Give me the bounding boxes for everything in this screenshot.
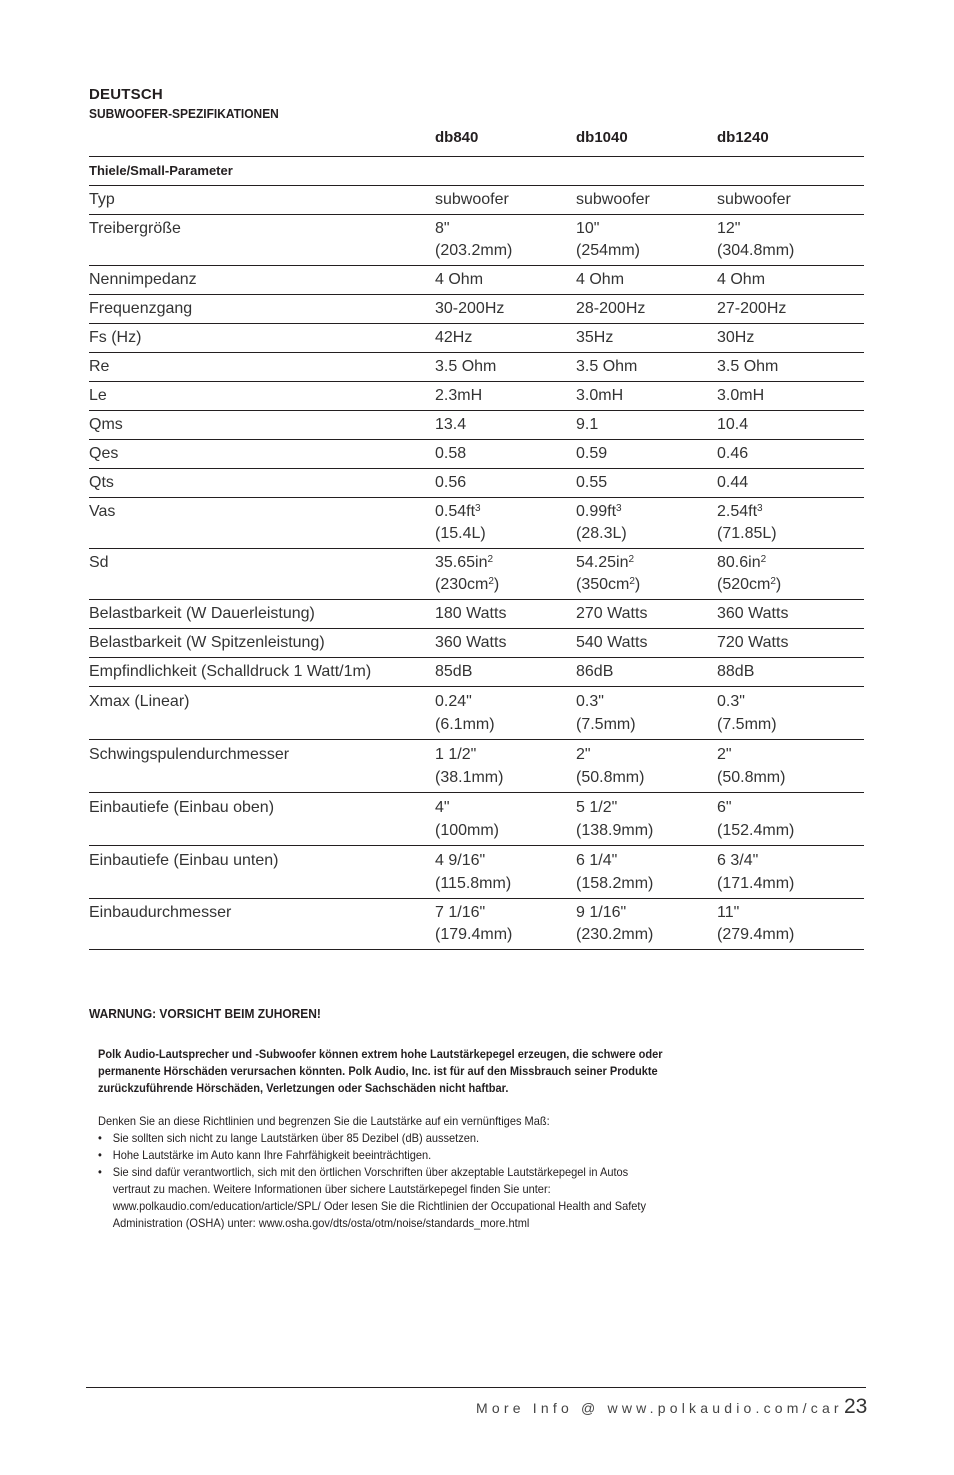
table-row bbox=[89, 266, 864, 295]
value-cell bbox=[717, 215, 864, 266]
value-cell bbox=[717, 295, 864, 324]
warning-bold-text: Polk Audio-Lautsprecher und -Subwoofer können extrem hohe Lautstärkepegel erzeugen, die schwere oder permanente Hörschäden verursachen könnten. Polk Audio, Inc. ist für auf den Missbrauch seiner Produkte zurückzuführende Hörschäden, Verletzungen oder Sachschäden nicht haftbar. bbox=[98, 1047, 663, 1095]
value-line bbox=[576, 523, 717, 545]
value-text: 6 1/4" bbox=[576, 852, 618, 869]
value-line bbox=[435, 552, 576, 574]
value-cell bbox=[435, 440, 576, 469]
table-section-row bbox=[89, 157, 864, 186]
superscript: 2 bbox=[760, 554, 767, 565]
value-text: (71.85L) bbox=[717, 525, 777, 542]
value-line bbox=[576, 552, 717, 574]
value-text: 180 Watts bbox=[435, 605, 507, 622]
value-text: 2.54ft bbox=[717, 503, 758, 520]
table-row bbox=[89, 324, 864, 353]
superscript: 2 bbox=[487, 554, 494, 565]
value-text: subwoofer bbox=[576, 191, 650, 208]
row-label: Nennimpedanz bbox=[89, 266, 435, 295]
value-text: (6.1mm) bbox=[435, 716, 495, 733]
table-row bbox=[89, 498, 864, 549]
value-text: (100mm) bbox=[435, 822, 500, 839]
value-text: 80.6in bbox=[717, 554, 761, 571]
value-text: 360 Watts bbox=[717, 605, 789, 622]
value-cell bbox=[717, 266, 864, 295]
table-row bbox=[89, 411, 864, 440]
row-label: Schwingspulendurchmesser bbox=[89, 740, 435, 793]
value-line bbox=[717, 523, 864, 545]
header-cell-db840: db840 bbox=[435, 124, 576, 157]
value-cell bbox=[717, 324, 864, 353]
value-text: 3.5 Ohm bbox=[717, 358, 779, 375]
value-line bbox=[435, 501, 576, 523]
value-text: 4 Ohm bbox=[435, 271, 484, 288]
row-label: Le bbox=[89, 382, 435, 411]
value-text: 30-200Hz bbox=[435, 300, 505, 317]
value-cell bbox=[435, 266, 576, 295]
value-cell bbox=[435, 324, 576, 353]
value-text: 0.54ft bbox=[435, 503, 476, 520]
language-heading: DEUTSCH bbox=[89, 86, 163, 103]
warning-body bbox=[98, 1113, 668, 1232]
value-text: 0.3" bbox=[717, 693, 745, 710]
value-text: 4" bbox=[435, 799, 450, 816]
value-cell bbox=[576, 793, 717, 846]
value-text: 8" bbox=[435, 220, 450, 237]
table-row bbox=[89, 740, 864, 793]
value-text: 0.55 bbox=[576, 474, 608, 491]
header-cell-db1240: db1240 bbox=[717, 124, 864, 157]
value-line bbox=[717, 574, 864, 596]
table-row bbox=[89, 382, 864, 411]
value-line bbox=[435, 523, 576, 545]
value-text: 5 1/2" bbox=[576, 799, 618, 816]
row-label: Einbautiefe (Einbau oben) bbox=[89, 793, 435, 846]
value-text: subwoofer bbox=[435, 191, 509, 208]
warning-intro: Denken Sie an diese Richtlinien und begrenzen Sie die Lautstärke auf ein vernünftiges Maß: bbox=[98, 1114, 550, 1128]
value-cell bbox=[576, 549, 717, 600]
value-text: 7 1/16" bbox=[435, 904, 486, 921]
section-title: SUBWOOFER-SPEZIFIKATIONEN bbox=[89, 106, 279, 121]
value-text: (7.5mm) bbox=[717, 716, 777, 733]
value-text: 0.3" bbox=[576, 693, 604, 710]
superscript: 2 bbox=[488, 576, 494, 587]
row-label: Frequenzgang bbox=[89, 295, 435, 324]
header-cell-db1040: db1040 bbox=[576, 124, 717, 157]
value-text: 270 Watts bbox=[576, 605, 648, 622]
table-row bbox=[89, 549, 864, 600]
value-cell bbox=[435, 793, 576, 846]
row-label: Qes bbox=[89, 440, 435, 469]
value-cell bbox=[576, 382, 717, 411]
table-row bbox=[89, 846, 864, 899]
value-text: 360 Watts bbox=[435, 634, 507, 651]
row-label: Re bbox=[89, 353, 435, 382]
value-text: 30Hz bbox=[717, 329, 755, 346]
value-text: 0.44 bbox=[717, 474, 749, 491]
value-text: (28.3L) bbox=[576, 525, 627, 542]
value-text: (350cm bbox=[576, 576, 630, 593]
value-cell bbox=[717, 899, 864, 950]
value-cell bbox=[576, 498, 717, 549]
value-cell bbox=[435, 549, 576, 600]
value-text: 9.1 bbox=[576, 416, 599, 433]
warning-bullet: • Sie sollten sich nicht zu lange Lautstärken über 85 Dezibel (dB) aussetzen. bbox=[98, 1130, 668, 1147]
value-text: (304.8mm) bbox=[717, 242, 795, 259]
value-cell bbox=[576, 324, 717, 353]
value-cell bbox=[717, 600, 864, 629]
value-text: 12" bbox=[717, 220, 741, 237]
value-text: 2.3mH bbox=[435, 387, 483, 404]
table-row bbox=[89, 793, 864, 846]
value-text: (50.8mm) bbox=[717, 769, 786, 786]
spec-table-body bbox=[89, 124, 864, 950]
value-text: ) bbox=[634, 576, 641, 593]
value-line bbox=[717, 501, 864, 523]
value-cell bbox=[435, 382, 576, 411]
value-cell bbox=[576, 215, 717, 266]
value-text: (7.5mm) bbox=[576, 716, 636, 733]
value-cell bbox=[576, 469, 717, 498]
value-cell bbox=[576, 600, 717, 629]
spec-table bbox=[89, 124, 864, 950]
value-cell bbox=[435, 353, 576, 382]
table-header-row bbox=[89, 124, 864, 157]
value-cell bbox=[717, 687, 864, 740]
value-text: 6 3/4" bbox=[717, 852, 759, 869]
footer-divider bbox=[86, 1387, 866, 1388]
value-text: 27-200Hz bbox=[717, 300, 787, 317]
value-cell bbox=[435, 215, 576, 266]
value-cell bbox=[435, 498, 576, 549]
superscript: 2 bbox=[629, 576, 635, 587]
value-text: 3.0mH bbox=[717, 387, 765, 404]
value-cell bbox=[435, 600, 576, 629]
value-text: 28-200Hz bbox=[576, 300, 646, 317]
value-text: 540 Watts bbox=[576, 634, 648, 651]
value-text: 2" bbox=[717, 746, 732, 763]
row-label: Einbautiefe (Einbau unten) bbox=[89, 846, 435, 899]
value-cell bbox=[717, 658, 864, 687]
value-text: ) bbox=[493, 576, 500, 593]
superscript: 2 bbox=[628, 554, 635, 565]
value-cell bbox=[717, 186, 864, 215]
value-text: 11" bbox=[717, 904, 740, 921]
value-text: 2" bbox=[576, 746, 591, 763]
value-text: (15.4L) bbox=[435, 525, 486, 542]
value-text: 0.46 bbox=[717, 445, 749, 462]
value-text: 720 Watts bbox=[717, 634, 789, 651]
row-label: Typ bbox=[89, 186, 435, 215]
row-label: Belastbarkeit (W Spitzenleistung) bbox=[89, 629, 435, 658]
value-cell bbox=[576, 266, 717, 295]
superscript: 2 bbox=[770, 576, 776, 587]
row-label: Sd bbox=[89, 549, 435, 600]
superscript: 3 bbox=[475, 503, 481, 514]
row-label: Einbaudurchmesser bbox=[89, 899, 435, 950]
value-cell bbox=[435, 411, 576, 440]
warning-list bbox=[98, 1130, 668, 1232]
value-cell bbox=[435, 846, 576, 899]
table-row bbox=[89, 629, 864, 658]
value-cell bbox=[717, 846, 864, 899]
value-cell bbox=[576, 411, 717, 440]
row-label: Treibergröße bbox=[89, 215, 435, 266]
row-label: Qts bbox=[89, 469, 435, 498]
value-text: 0.99ft bbox=[576, 503, 617, 520]
value-cell bbox=[717, 469, 864, 498]
value-cell bbox=[576, 846, 717, 899]
value-cell bbox=[717, 411, 864, 440]
header-cell-empty bbox=[89, 124, 435, 157]
value-text: (179.4mm) bbox=[435, 926, 513, 943]
table-row bbox=[89, 353, 864, 382]
value-text: (203.2mm) bbox=[435, 242, 513, 259]
value-cell bbox=[717, 440, 864, 469]
value-line bbox=[576, 574, 717, 596]
table-row bbox=[89, 215, 864, 266]
value-cell bbox=[576, 629, 717, 658]
value-cell bbox=[717, 629, 864, 658]
value-cell bbox=[576, 687, 717, 740]
value-text: 9 1/16" bbox=[576, 904, 627, 921]
value-text: 4 9/16" bbox=[435, 852, 486, 869]
value-text: 42Hz bbox=[435, 329, 473, 346]
value-text: 35Hz bbox=[576, 329, 614, 346]
value-text: 13.4 bbox=[435, 416, 467, 433]
value-text: 3.5 Ohm bbox=[576, 358, 638, 375]
value-text: 10.4 bbox=[717, 416, 749, 433]
value-text: 0.58 bbox=[435, 445, 467, 462]
table-row bbox=[89, 469, 864, 498]
table-row bbox=[89, 600, 864, 629]
value-cell bbox=[576, 440, 717, 469]
value-text: 3.0mH bbox=[576, 387, 624, 404]
value-line bbox=[576, 501, 717, 523]
value-line bbox=[717, 552, 864, 574]
value-cell bbox=[576, 740, 717, 793]
table-row bbox=[89, 658, 864, 687]
value-cell bbox=[435, 740, 576, 793]
value-text: (50.8mm) bbox=[576, 769, 645, 786]
value-cell bbox=[435, 629, 576, 658]
value-text: 4 Ohm bbox=[576, 271, 625, 288]
value-text: (230cm bbox=[435, 576, 489, 593]
section-label: Thiele/Small-Parameter bbox=[89, 157, 864, 186]
superscript: 3 bbox=[616, 503, 622, 514]
value-text: 1 1/2" bbox=[435, 746, 477, 763]
value-cell bbox=[576, 658, 717, 687]
value-text: 54.25in bbox=[576, 554, 629, 571]
value-cell bbox=[576, 899, 717, 950]
value-cell bbox=[435, 186, 576, 215]
table-row bbox=[89, 687, 864, 740]
footer-info-link[interactable]: More Info @ www.polkaudio.com/car bbox=[476, 1400, 843, 1416]
value-text: (38.1mm) bbox=[435, 769, 504, 786]
value-cell bbox=[576, 353, 717, 382]
value-cell bbox=[576, 186, 717, 215]
value-cell bbox=[435, 899, 576, 950]
value-cell bbox=[576, 295, 717, 324]
row-label: Empfindlichkeit (Schalldruck 1 Watt/1m) bbox=[89, 658, 435, 687]
value-text: ) bbox=[775, 576, 782, 593]
table-row bbox=[89, 295, 864, 324]
value-text: 6" bbox=[717, 799, 732, 816]
warning-bullet: • Hohe Lautstärke im Auto kann Ihre Fahrfähigkeit beeinträchtigen. bbox=[98, 1147, 668, 1164]
warning-bullet: • Sie sind dafür verantwortlich, sich mit den örtlichen Vorschriften über akzeptable Lautstärkepegel in Autos vertraut zu machen. Weitere Informationen über sichere Lautstärkepegel finden Sie unter: www.polkaudio.com/education/article/SPL/ Oder lesen Sie die Richtlinien der Occupational Health and Safety Administration (OSHA) unter: www.osha.gov/dts/osta/otm/noise/standards_more.html bbox=[98, 1164, 668, 1232]
value-cell bbox=[717, 549, 864, 600]
value-text: (520cm bbox=[717, 576, 771, 593]
value-cell bbox=[717, 353, 864, 382]
value-text: (254mm) bbox=[576, 242, 641, 259]
table-row bbox=[89, 440, 864, 469]
value-cell bbox=[435, 658, 576, 687]
page-number: 23 bbox=[844, 1395, 868, 1418]
value-cell bbox=[435, 295, 576, 324]
value-text: (138.9mm) bbox=[576, 822, 654, 839]
table-row bbox=[89, 186, 864, 215]
value-text: 86dB bbox=[576, 663, 614, 680]
value-text: (171.4mm) bbox=[717, 875, 795, 892]
value-cell bbox=[717, 382, 864, 411]
value-text: 88dB bbox=[717, 663, 755, 680]
value-text: 85dB bbox=[435, 663, 473, 680]
value-text: subwoofer bbox=[717, 191, 791, 208]
value-text: (230.2mm) bbox=[576, 926, 654, 943]
value-cell bbox=[717, 498, 864, 549]
value-text: 4 Ohm bbox=[717, 271, 766, 288]
value-text: (279.4mm) bbox=[717, 926, 795, 943]
value-text: 10" bbox=[576, 220, 600, 237]
value-text: 0.24" bbox=[435, 693, 472, 710]
value-text: 0.59 bbox=[576, 445, 608, 462]
value-text: 0.56 bbox=[435, 474, 467, 491]
value-text: (158.2mm) bbox=[576, 875, 654, 892]
row-label: Vas bbox=[89, 498, 435, 549]
superscript: 3 bbox=[757, 503, 763, 514]
row-label: Fs (Hz) bbox=[89, 324, 435, 353]
value-line bbox=[435, 574, 576, 596]
warning-title: WARNUNG: VORSICHT BEIM ZUHOREN! bbox=[89, 1006, 321, 1021]
value-cell bbox=[717, 793, 864, 846]
row-label: Belastbarkeit (W Dauerleistung) bbox=[89, 600, 435, 629]
value-text: (152.4mm) bbox=[717, 822, 795, 839]
value-text: 3.5 Ohm bbox=[435, 358, 497, 375]
value-cell bbox=[717, 740, 864, 793]
table-row bbox=[89, 899, 864, 950]
row-label: Qms bbox=[89, 411, 435, 440]
value-text: 35.65in bbox=[435, 554, 488, 571]
value-text: (115.8mm) bbox=[435, 875, 512, 892]
value-cell bbox=[435, 469, 576, 498]
row-label: Xmax (Linear) bbox=[89, 687, 435, 740]
value-cell bbox=[435, 687, 576, 740]
